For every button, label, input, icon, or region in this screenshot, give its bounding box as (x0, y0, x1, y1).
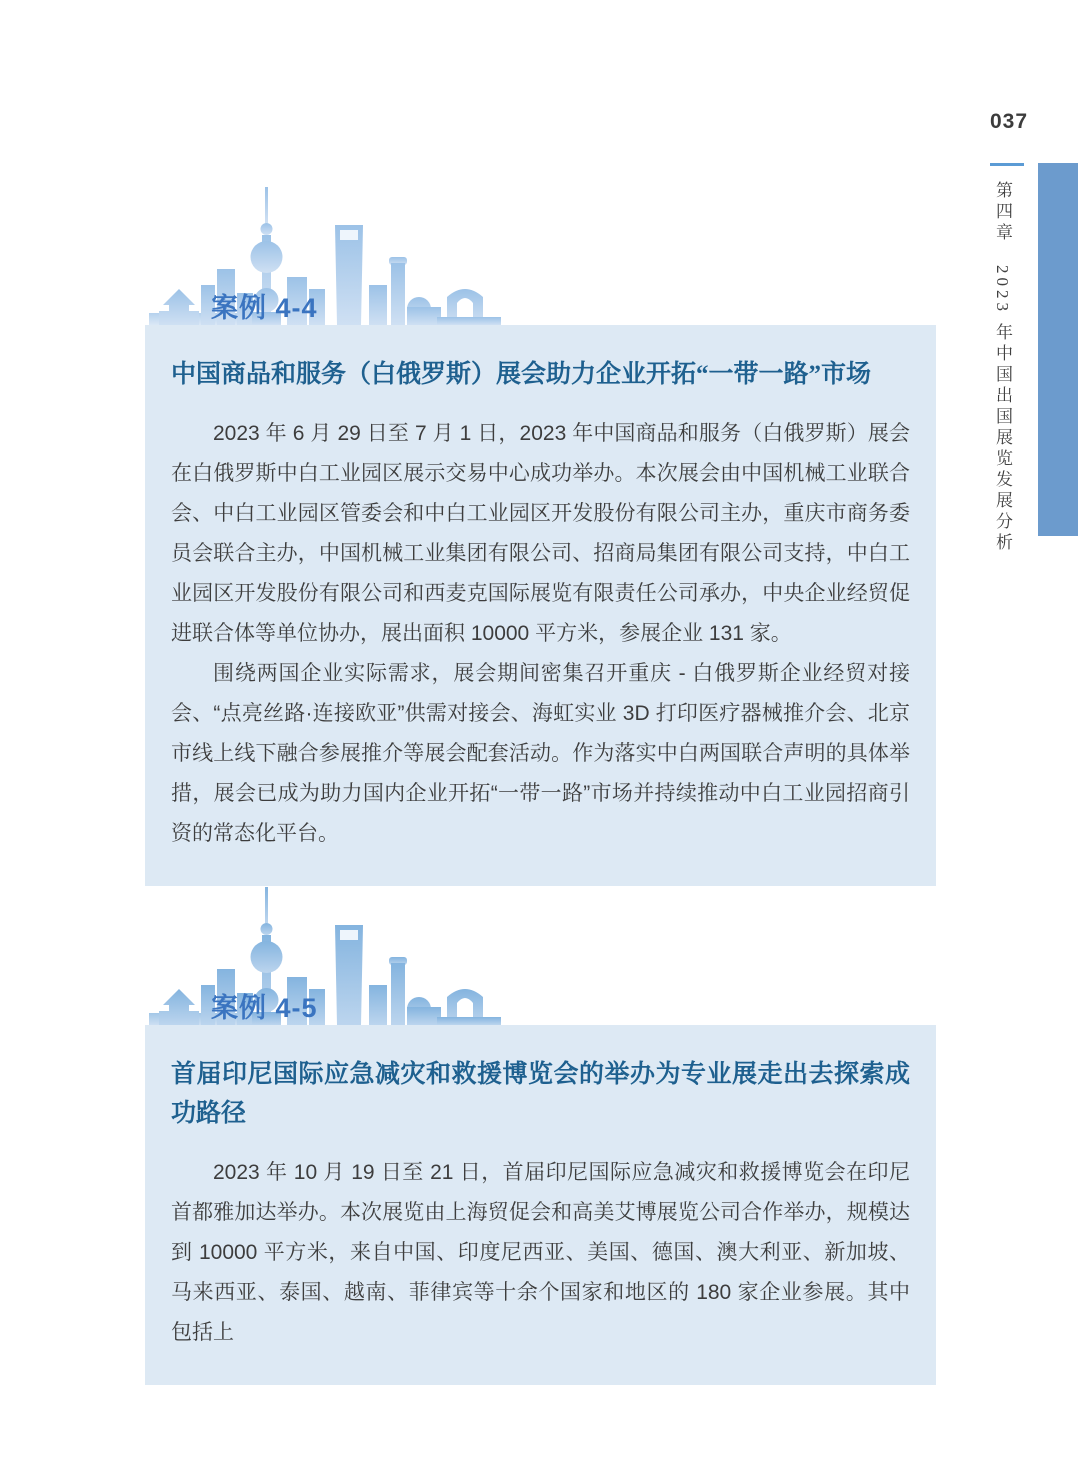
case-label: 案例 4-5 (211, 993, 318, 1023)
case-box (145, 325, 936, 886)
case-4-4-header (149, 185, 509, 325)
case-section-4-5 (145, 885, 936, 1385)
shanghai-skyline-icon (149, 885, 509, 1025)
case-paragraph: 2023 年 6 月 29 日至 7 月 1 日，2023 年中国商品和服务（白俄罗斯）展会在白俄罗斯中白工业园区展示交易中心成功举办。本次展会由中国机械工业联合会、中白工业园区管委会和中白工业园区开发股份有限公司主办，重庆市商务委员会联合主办，中国机械工业集团有限公司、招商局集团有限公司支持，中白工业园区开发股份有限公司和西麦克国际展览有限责任公司承办，中央企业经贸促进联合体等单位协办，展出面积 10000 平方米，参展企业 131 家。 (171, 422, 910, 645)
case-title: 中国商品和服务（白俄罗斯）展会助力企业开拓“一带一路”市场 (171, 361, 872, 388)
case-section-4-4 (145, 185, 936, 886)
case-4-5-header (149, 885, 509, 1025)
case-label: 案例 4-4 (211, 293, 318, 323)
page-number: 037 (990, 110, 1029, 133)
case-paragraph: 2023 年 10 月 19 日至 21 日，首届印尼国际应急减灾和救援博览会在印尼首都雅加达举办。本次展览由上海贸促会和高美艾博展览公司合作举办，规模达到 10000 平方米，来自中国、印度尼西亚、美国、德国、澳大利亚、新加坡、马来西亚、泰国、越南、菲律宾等十余个国家和地区的 180 家企业参展。其中包括上 (171, 1161, 910, 1344)
case-title: 首届印尼国际应急减灾和救援博览会的举办为专业展走出去探索成功路径 (171, 1061, 910, 1127)
case-paragraph: 围绕两国企业实际需求，展会期间密集召开重庆 - 白俄罗斯企业经贸对接会、“点亮丝路·连接欧亚”供需对接会、海虹实业 3D 打印医疗器械推介会、北京市线上线下融合参展推介等展会配套活动。作为落实中白两国联合声明的具体举措，展会已成为助力国内企业开拓“一带一路”市场并持续推动中白工业园招商引资的常态化平台。 (171, 662, 910, 845)
shanghai-skyline-icon (149, 185, 509, 325)
chapter-accent-bar (1038, 163, 1078, 536)
chapter-rail-divider (990, 163, 1024, 166)
case-box (145, 1025, 936, 1385)
chapter-title-vertical: 第四章 2023 年中国出国展览发展分析 (993, 181, 1012, 555)
